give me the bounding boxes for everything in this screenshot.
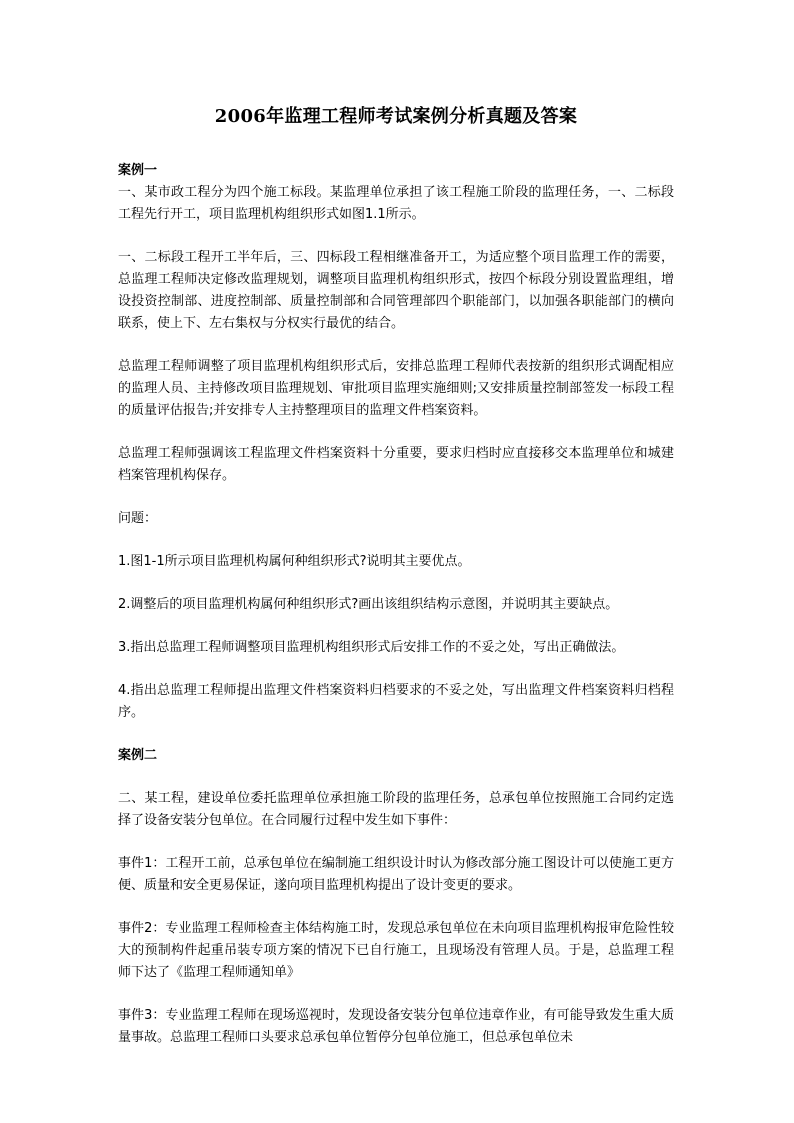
question-1: 1.图1-1所示项目监理机构属何种组织形式?说明其主要优点。 bbox=[118, 554, 471, 569]
event-2: 事件2：专业监理工程师检查主体结构施工时，发现总承包单位在未向项目监理机构报审危险性较大的预制构件起重吊装专项方案的情况下已自行施工，且现场没有管理人员。于是，总监理工程师下达了《监理工程师通知单》 bbox=[118, 921, 674, 980]
case1-paragraph-4: 总监理工程师强调该工程监理文件档案资料十分重要，要求归档时应直接移交本监理单位和城建档案管理机构保存。 bbox=[118, 446, 674, 483]
case1-paragraph-2: 一、二标段工程开工半年后，三、四标段工程相继准备开工，为适应整个项目监理工作的需要，总监理工程师决定修改监理规划，调整项目监理机构组织形式，按四个标段分别设置监理组，增设投资控制部、进度控制部、质量控制部和合同管理部四个职能部门，以加强各职能部门的横向联系，使上下、左右集权与分权实行最优的结合。 bbox=[118, 250, 674, 331]
event-1: 事件1：工程开工前，总承包单位在编制施工组织设计时认为修改部分施工图设计可以使施工更方便、质量和安全更易保证，遂向项目监理机构提出了设计变更的要求。 bbox=[118, 856, 674, 893]
case2-heading: 案例二 bbox=[118, 748, 158, 763]
case1-paragraph-1: 一、某市政工程分为四个施工标段。某监理单位承担了该工程施工阶段的监理任务，一、二标段工程先行开工，项目监理机构组织形式如图1.1所示。 bbox=[118, 185, 674, 222]
event-3: 事件3：专业监理工程师在现场巡视时，发现设备安装分包单位违章作业，有可能导致发生重大质量事故。总监理工程师口头要求总承包单位暂停分包单位施工，但总承包单位未 bbox=[118, 1008, 674, 1045]
question-4: 4.指出总监理工程师提出监理文件档案资料归档要求的不妥之处，写出监理文件档案资料归档程序。 bbox=[118, 683, 674, 720]
case2-paragraph-1: 二、某工程，建设单位委托监理单位承担施工阶段的监理任务，总承包单位按照施工合同约定选择了设备安装分包单位。在合同履行过程中发生如下事件： bbox=[118, 791, 674, 828]
case1-paragraph-3: 总监理工程师调整了项目监理机构组织形式后，安排总监理工程师代表按新的组织形式调配相应的监理人员、主持修改项目监理规划、审批项目监理实施细则;又安排质量控制部签发一标段工程的质量评估报告;并安排专人主持整理项目的监理文件档案资料。 bbox=[118, 359, 674, 418]
case1-heading: 案例一 bbox=[118, 163, 158, 178]
document-title: 2006年监理工程师考试案例分析真题及答案 bbox=[214, 106, 578, 127]
question-3: 3.指出总监理工程师调整项目监理机构组织形式后安排工作的不妥之处，写出正确做法。 bbox=[118, 640, 625, 655]
questions-label: 问题： bbox=[118, 511, 158, 526]
question-2: 2.调整后的项目监理机构属何种组织形式?画出该组织结构示意图，并说明其主要缺点。 bbox=[118, 597, 619, 612]
